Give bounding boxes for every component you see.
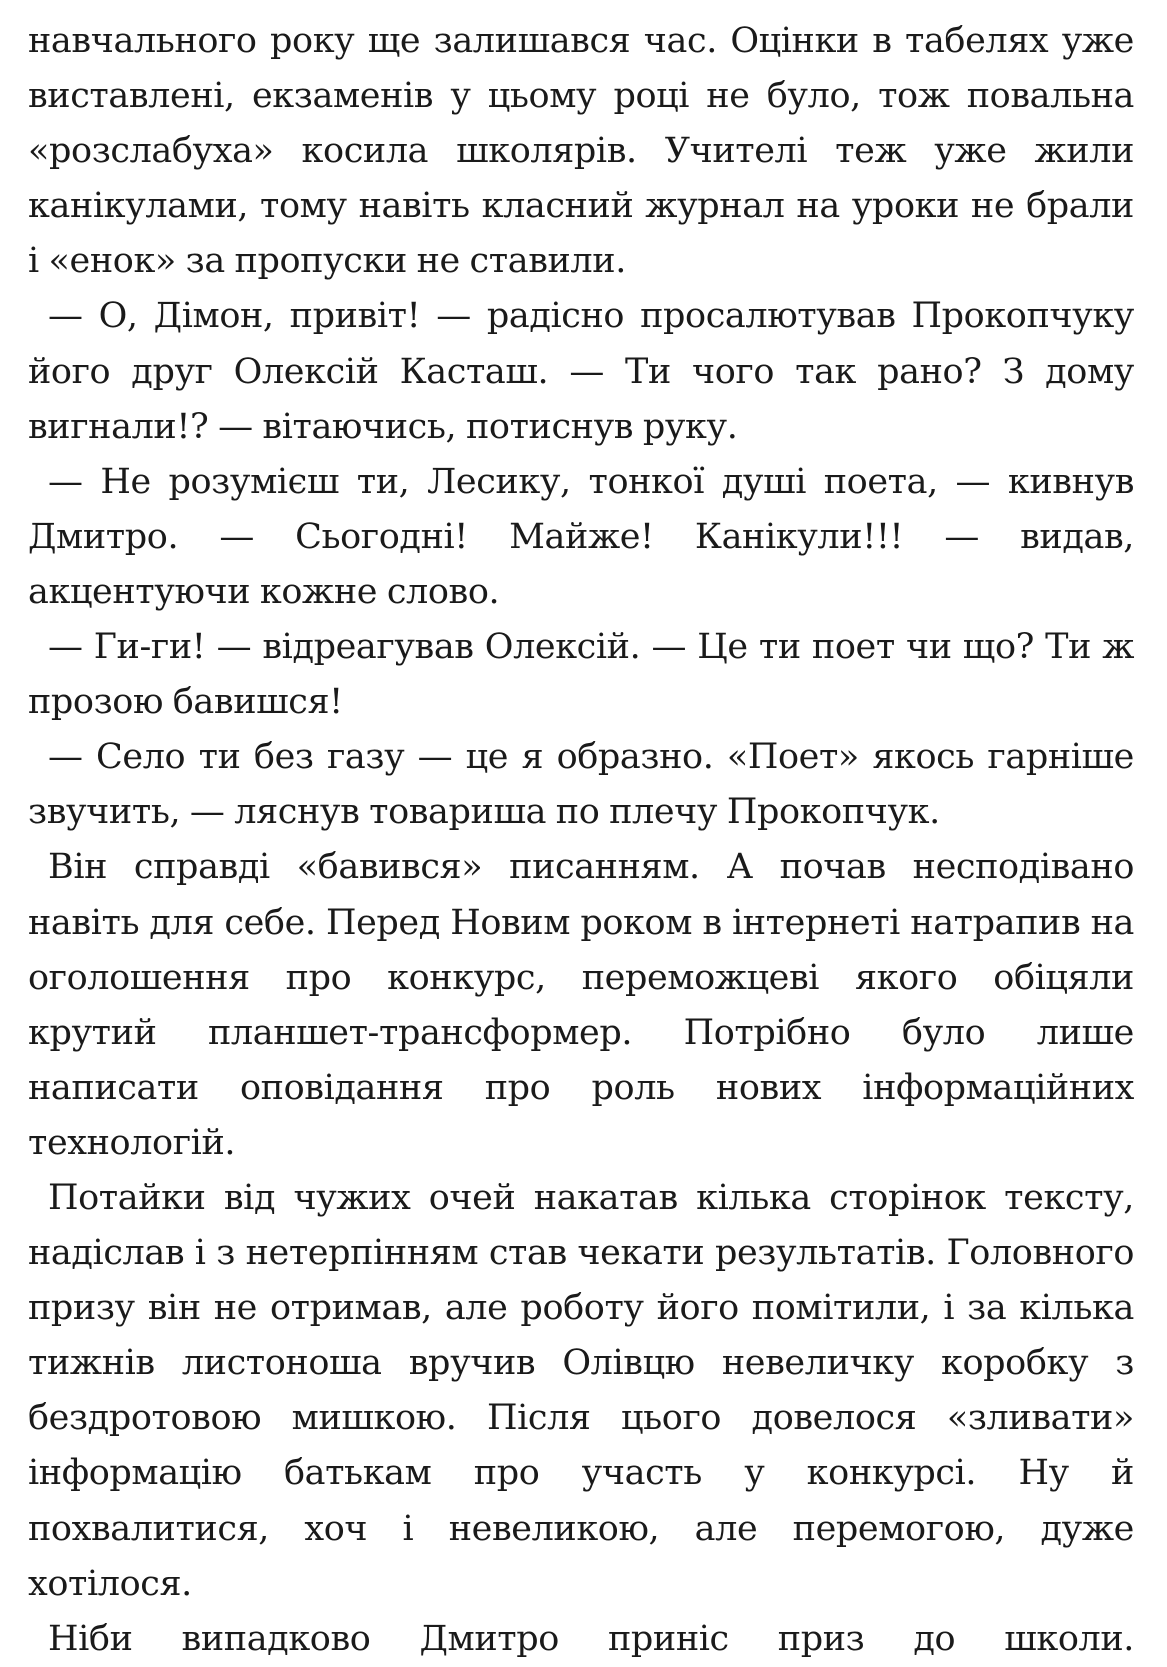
paragraph-prize: Потайки від чужих очей накатав кілька сторінок тексту, надіслав і з нетерпінням став чекати результатів. Головного призу він не отримав, але роботу його помітили, і за кілька тижнів листоноша вручив Олівцю невеличку коробку з бездротовою мишкою. Після цього довелося «зливати» інформацію батькам про участь у конкурсі. Ну й похвалитися, хоч і невеликою, але перемогою, дуже хотілося. bbox=[28, 1177, 1134, 1604]
paragraph-dialogue-poet: — Не розумієш ти, Лесику, тонкої душі поета, — кивнув Дмитро. — Сьогодні! Майже! Канікули!!! — видав, акцентуючи кожне слово. bbox=[28, 461, 1134, 612]
book-page-text bbox=[28, 14, 1134, 1667]
paragraph-dialogue-greeting: — О, Дімон, привіт! — радісно просалютував Прокопчуку його друг Олексій Касташ. — Ти чого так рано? З дому вигнали!? — вітаючись, потиснув руку. bbox=[28, 296, 1134, 447]
paragraph-school-prize: Ніби випадково Дмитро приніс приз до школи. bbox=[48, 1618, 1134, 1659]
paragraph-dialogue-reply: — Село ти без газу — це я образно. «Поет» якось гарніше звучить, — ляснув товариша по плечу Прокопчук. bbox=[28, 737, 1134, 833]
paragraph-writing-contest: Він справді «бавився» писанням. А почав несподівано навіть для себе. Перед Новим роком в інтернеті натрапив на оголошення про конкурс, переможцеві якого обіцяли крутий планшет-трансформер. Потрібно було лише написати оповідання про роль нових інформаційних технологій. bbox=[28, 847, 1134, 1163]
paragraph-dialogue-reaction: — Ги-ги! — відреагував Олексій. — Це ти поет чи що? Ти ж прозою бавишся! bbox=[28, 627, 1134, 723]
paragraph-continuation: навчального року ще залишався час. Оцінки в табелях уже виставлені, екзаменів у цьому році не було, тож повальна «розслабуха» косила школярів. Учителі теж уже жили канікулами, тому навіть класний журнал на уроки не брали і «енок» за пропуски не ставили. bbox=[28, 21, 1134, 282]
